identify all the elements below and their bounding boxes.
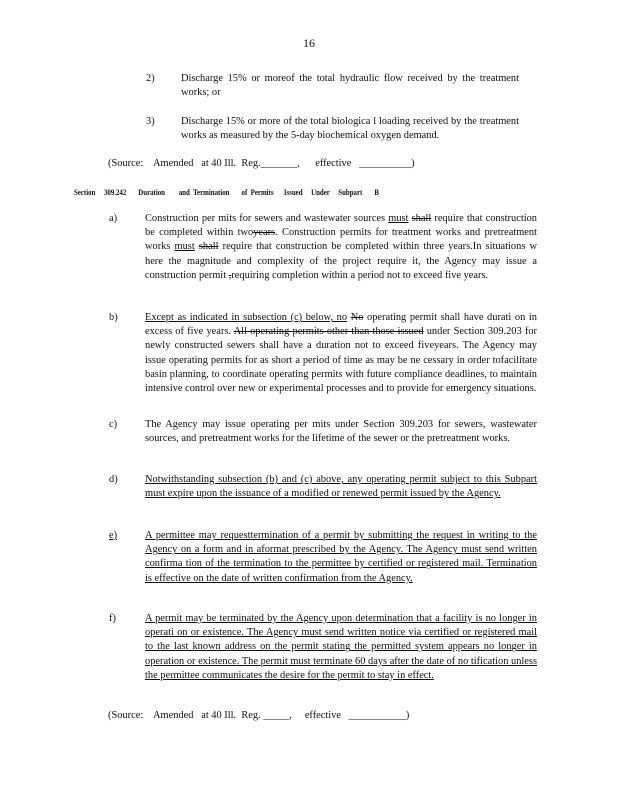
body-text: Construction per mits for sewers and wastewater sources [145, 213, 389, 224]
deleted-text: No [350, 312, 364, 323]
section-c-text [145, 418, 537, 446]
section-c-number: c) [109, 419, 118, 430]
deleted-text: , [228, 269, 232, 281]
list-item-2-number: 2) [146, 73, 155, 84]
inserted-text: A permittee may requesttermination of a permit by submitting the request in writing to the Agency on a form and in aformat prescribed by the Agency. The Agency must send written confirma tion of the termination to the permittee by certified or registered mail. Termination is effective on the date of written confirmation from the Agency. [145, 530, 537, 584]
body-text: require that construction be completed within two [145, 213, 537, 239]
body-text: under Section 309.203 for newly constructed sewers shall have a duration not to exceed fiveyears. The Agency may issue operating permits for as short a period of time as may be ne cessary in order tofacilitate basin planning, to coordinate operating permits with future compliance deadlines, to maintain intensive control over new or experimental processes and to provide for emergency situations. [145, 326, 537, 395]
body-text: The Agency may issue operating per mits under Section 309.203 for sewers, wastewater sources, and pretreatment works for the lifetime of the sewer or the pretreatment works. [145, 419, 537, 445]
inserted-text: A permit may be terminated by the Agency upon determination that a facility is no longer in operati on or existence. The Agency must send written notice via certified or registered mail to the last known address on the permit stating the permitted system appears no longer in operation or existence. The permit must terminate 60 days after the date of no tification unless the permittee communicates the desire for the permit to stay in effect. [145, 613, 537, 681]
deleted-text: All operating permits other than those issued [233, 326, 424, 338]
deleted-text: shall [198, 241, 219, 253]
body-text: . Construction permits for treatment works and pretreatment works [145, 227, 537, 253]
body-text: operating permit shall have durati on in excess of five years. [145, 312, 537, 338]
section-b-number: b) [109, 312, 118, 323]
inserted-text: Except as indicated in subsection (c) below, no [145, 312, 348, 323]
body-text: require that construction be completed within three years.In situations w here the magnitude and complexity of the project require it, the Agency may issue a construction permit [145, 241, 537, 281]
section-f-number: f) [109, 613, 116, 624]
section-b-text [145, 311, 537, 396]
section-e-number: e) [109, 530, 118, 541]
source-note-1: (Source: Amended at 40 Ill. Reg._______, effective __________) [108, 158, 415, 169]
section-heading: Section 309.242 Duration and Termination of Permits Issued Under Subpart B [74, 188, 379, 197]
page-number: 16 [303, 36, 315, 50]
section-d-text [145, 473, 537, 501]
body-text: requiring completion within a period not to exceed five years. [231, 269, 489, 281]
inserted-text: must [174, 241, 195, 253]
section-a-number: a) [109, 213, 118, 224]
source-note-2: (Source: Amended at 40 Ill. Reg. _____, effective ___________) [108, 710, 410, 721]
section-a-text [145, 212, 537, 283]
inserted-text: Notwithstanding subsection (b) and (c) above, any operating permit subject to this Subpart must expire upon the issuance of a modified or renewed permit issued by the Agency. [145, 474, 537, 500]
deleted-text: years [253, 227, 276, 239]
section-f-text [145, 612, 537, 683]
list-item-3-text: Discharge 15% or more of the total biologica l loading received by the treatment works as measured by the 5-day biochemical oxygen demand. [181, 116, 519, 142]
section-e-text [145, 529, 537, 586]
deleted-text: shall [411, 213, 432, 224]
list-item-3-number: 3) [146, 116, 155, 127]
inserted-text: must [388, 213, 409, 224]
section-d-number: d) [109, 474, 118, 485]
list-item-2-text: Discharge 15% or moreof the total hydraulic flow received by the treatment works; or [181, 73, 519, 99]
